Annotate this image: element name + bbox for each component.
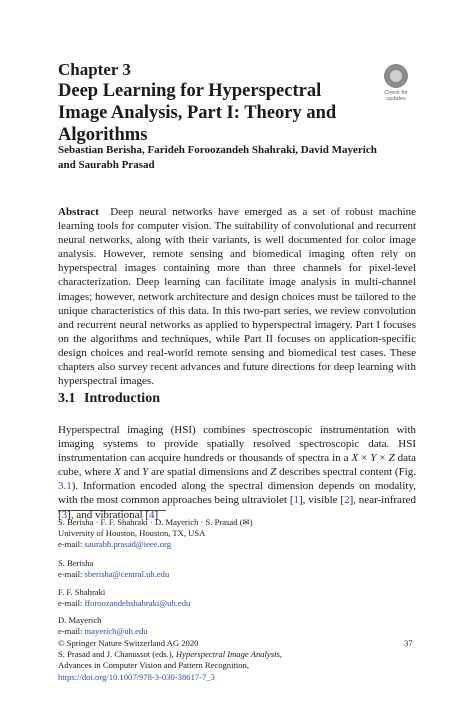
author-line-2: and Saurabh Prasad	[58, 159, 155, 171]
affiliation-block: S. Berisha · F. F. Shahraki · D. Mayerich · S. Prasad (✉) University of Houston, Houston, TX, USA e-mail: saurabh.prasad@ieee.org	[58, 517, 253, 550]
footnote-shahraki: F. F. Shahraki e-mail: fforoozandehshahraki@uh.edu	[58, 587, 191, 609]
check-updates-icon	[384, 64, 408, 88]
page-number: 37	[404, 638, 413, 648]
section-number: 3.1	[58, 391, 76, 406]
footnote-mayerich: D. Mayerich e-mail: mayerich@uh.edu	[58, 615, 148, 637]
chapter-label: Chapter 3	[58, 60, 131, 79]
author-list	[58, 143, 428, 173]
email-link-mayerich[interactable]: mayerich@uh.edu	[84, 626, 148, 637]
intro-paragraph: Hyperspectral imaging (HSI) combines spectroscopic instrumentation with imaging systems to provide spatially resolved spectroscopic data. HSI instrumentation can acquire hundreds or thousands of spectra in a X × Y × Z data cube, where X and Y are spatial dimensions and Z describes spectral content (Fig. 3.1). Information encoded along the spectral dimension depends on modality, with the most common approaches being ultraviolet [1], visible [2], near-infrared [3], and vibrational [4]	[58, 424, 416, 521]
abstract	[58, 205, 416, 388]
badge-text: Check for updates	[384, 90, 408, 102]
email-link-shahraki[interactable]: fforoozandehshahraki@uh.edu	[84, 598, 191, 609]
author-line-1: Sebastian Berisha, Farideh Foroozandeh Shahraki, David Mayerich	[58, 144, 377, 156]
doi-link[interactable]: https://doi.org/10.1007/978-3-030-38617-7_3	[58, 671, 215, 682]
copyright-block: © Springer Nature Switzerland AG 2020 S. Prasad and J. Chanussot (eds.), Hyperspectral Image Analysis, Advances in Computer Vision and Pattern Recognition, https://doi.org/10.1007/978-3-030-38617-7_3	[58, 638, 282, 682]
section-heading	[58, 391, 160, 407]
footnote-divider	[58, 510, 166, 511]
abstract-label: Abstract	[58, 206, 99, 218]
ref-link-1[interactable]: 1	[293, 494, 299, 507]
check-for-updates-badge[interactable]	[378, 64, 414, 102]
chapter-title: Deep Learning for Hyperspectral Image Analysis, Part I: Theory and Algorithms	[58, 81, 337, 145]
abstract-text: Deep neural networks have emerged as a set of robust machine learning tools for computer vision. The suitability of convolutional and recurrent neural networks, along with their variants, is well documented for color image analysis. However, remote sensing and biomedical imaging often rely on hyperspectral images containing more than three channels for pixel-level characterization. Deep learning can facilitate image analysis in multi-channel images; however, network architecture and design choices must be tailored to the unique characteristics of this data. In this two-part series, we review convolution and recurrent neural networks as applied to hyperspectral imagery. Part I focuses on the algorithms and techniques, while Part II focuses on application-specific design choices and real-world remote sensing and biomedical test cases. These chapters also survey recent advances and future directions for deep learning with hyperspectral images.	[58, 206, 417, 388]
footnote-berisha: S. Berisha e-mail: sberisha@central.uh.edu	[58, 558, 170, 580]
section-title: Introduction	[84, 391, 160, 406]
ref-link-3[interactable]: 3	[61, 508, 68, 521]
email-link-berisha[interactable]: sberisha@central.uh.edu	[84, 569, 170, 580]
ref-link-2[interactable]: 2	[344, 494, 350, 507]
email-link-prasad[interactable]: saurabh.prasad@ieee.org	[84, 539, 171, 550]
figure-link[interactable]: 3.1	[58, 480, 72, 493]
ref-link-4[interactable]: 4	[149, 508, 155, 521]
